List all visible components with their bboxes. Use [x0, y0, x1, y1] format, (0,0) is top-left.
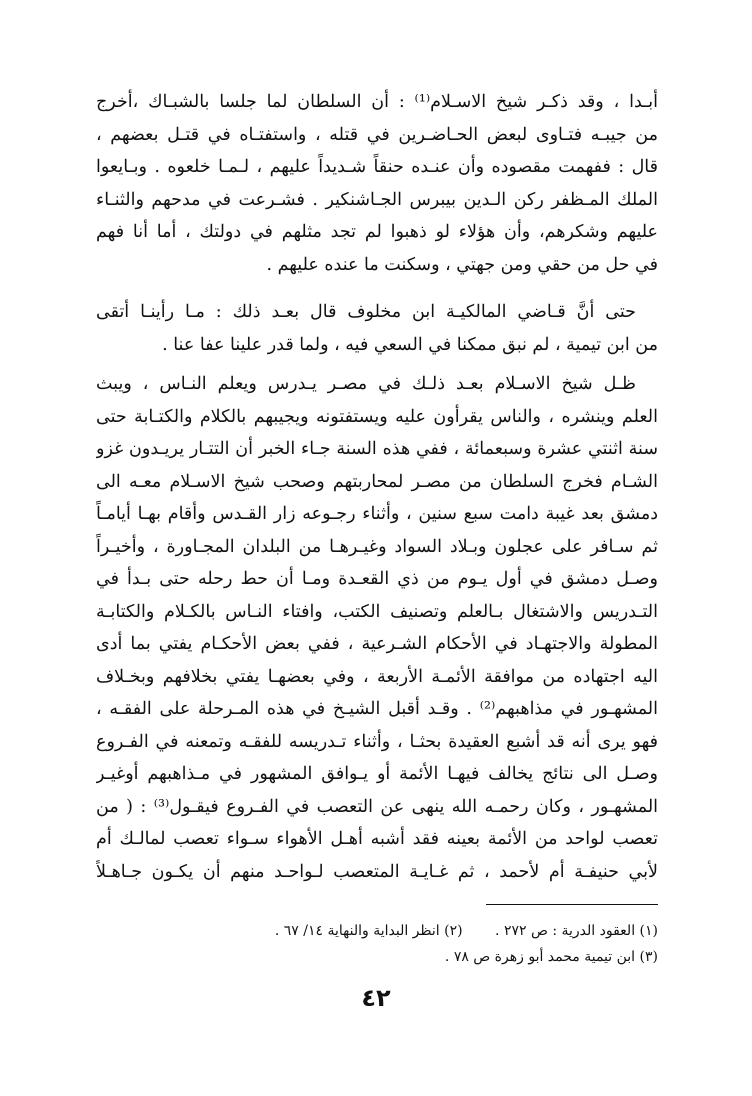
text-line: المشهـور ، وكان رحمـه الله ينهى عن التعصب في الفـروع فيقـول⁽³⁾ : ( من [96, 796, 658, 817]
paragraph-1 [96, 86, 658, 281]
text-line: في حل من حقي ومن جهتي ، وسكنت ما عنده عليهم . [266, 254, 658, 275]
footnote-2: (٢) انظر البداية والنهاية ١٤/ ٦٧ . [274, 923, 463, 939]
text-line: وصـل الى نتائج يخالف فيهـا الأئمة أو يـوافق المشهور في مـذاهبهم أوغيـر [96, 764, 658, 784]
text-line: قال : ففهمت مقصوده وأن عنـده حنقاً شـديداً عليهم ، لـمـا خلعوه . وبـايعوا [96, 157, 658, 177]
text-line: فهو يرى أنه قد أشبع العقيدة بحثـا ، وأثناء تـدريسه للفقـه وتمعنه في الفـروع [96, 731, 658, 752]
text-line: التـدريس والاشتغال بـالعلم وتصنيف الكتب، وافتاء النـاس بالكـلام والكتابـة [96, 601, 658, 622]
text-line: ثم سـافر على عجلون وبـلاد السواد وغيـرهـا من البلدان المجـاورة ، وأخيـراً [96, 536, 658, 557]
footnote-divider [486, 904, 658, 905]
text-line: الشـام فخرج السلطان من مصـر لمحاربتهم وصحب شيخ الاسـلام معـه الى [96, 471, 658, 492]
paragraph-3 [96, 368, 658, 888]
text-line: المطولة والاجتهـاد في الأحكام الشـرعية ، ففي بعض الأحكـام يفتي بما أدى [96, 634, 658, 654]
text-line: حتى أنَّ قـاضي المالكيـة ابن مخلوف قال بعـد ذلك : مـا رأينـا أتقى [96, 302, 636, 322]
text-line: سنة اثنتي عشرة وسبعمائة ، ففي هذه السنة جـاء الخبر أن التتـار يريـدون غزو [96, 439, 658, 459]
text-line: العلم وينشره ، والناس يقرأون عليه ويستفتونه ويجيبهم بالكلام والكتـابة حتى [96, 406, 658, 427]
text-line: وصـل دمشق في أول يـوم من ذي القعـدة ومـا أن حط رحله حتى بـدأ في [96, 569, 658, 589]
text-line: دمشق بعد غيبة دامت سبع سنين ، وأثناء رجـوعه زار القـدس وأقام بهـا أيامـاً [96, 504, 658, 524]
text-line: من جيبـه فتـاوى لبعض الحـاضـرين في قتله ، واستفتـاه في قتـل بعضهم ، [96, 124, 658, 145]
text-line: تعصب لواحد من الأئمة بعينه فقد أشبه أهـل الأهواء سـواء تعصب لمالـك أم [96, 829, 658, 849]
text-line: لأبي حنيفـة أم لأحمد ، ثم غـايـة المتعصب لـواحـد منهم أن يكـون جـاهـلاً [96, 861, 658, 882]
footnote-row [96, 944, 658, 970]
text-line: الملك المـظفر ركن الـدين بيبرس الجـاشنكير . فشـرعت في مدحهم والثنـاء [96, 189, 658, 210]
footnote-3: (٣) ابن تيمية محمد أبو زهرة ص ٧٨ . [444, 949, 658, 965]
text-line: ظـل شيخ الاسـلام بعـد ذلـك في مصـر يـدرس ويعلم النـاس ، ويبث [96, 374, 636, 394]
text-line: من ابن تيمية ، لم نبق ممكنا في السعي فيه ، ولما قدر علينا عفا عنا . [162, 334, 658, 355]
paragraph-2 [96, 296, 658, 361]
page-number: ٤٢ [361, 984, 391, 1012]
text-line: المشهـور في مذاهبهم⁽²⁾ . وقـد أقبل الشيـخ في هذه المـرحلة على الفقـه ، [96, 699, 658, 719]
footnote-1: (١) العقود الدرية : ص ٢٧٢ . [495, 923, 658, 939]
text-line: عليهم وشكرهم، وأن هؤلاء لو ذهبوا لم تجد مثلهم في دولتك ، أما أنا فهم [96, 222, 658, 242]
text-line: أبـدا ، وقد ذكـر شيخ الاسـلام⁽¹⁾ : أن السلطان لما جلسا بالشبـاك ،أخرج [96, 92, 658, 112]
text-line: اليه اجتهاده من موافقة الأئمـة الأربعة ، وفي بعضهـا يفتي بخلافهم وبخـلاف [96, 666, 658, 687]
footnote-row [96, 918, 658, 944]
footnotes [96, 918, 658, 970]
